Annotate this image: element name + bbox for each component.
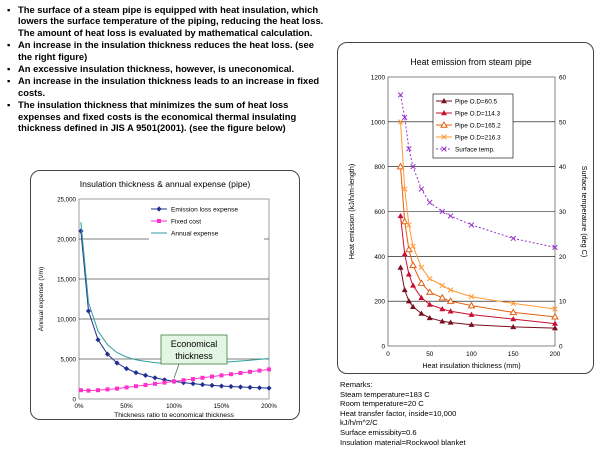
y-axis-label: Annual expense (\/m): [38, 266, 45, 332]
legend-label: Pipe O.D=60.5: [455, 98, 498, 106]
data-point: [106, 387, 110, 391]
y-tick-label: 1200: [370, 74, 385, 82]
data-point: [182, 378, 186, 382]
chart-title: Insulation thickness & annual expense (pipe): [79, 179, 251, 189]
data-point: [153, 382, 157, 386]
y-tick-label: 10,000: [57, 316, 76, 324]
data-point: [229, 372, 233, 376]
annotation-label: Economical: [170, 339, 218, 349]
data-point: [96, 388, 100, 392]
data-point: [79, 388, 83, 392]
data-point: [201, 376, 205, 380]
x-tick-label: 150: [507, 351, 519, 358]
y-tick-label: 0: [381, 343, 385, 351]
x-axis-label: Thickness ratio to economical thickness: [114, 412, 234, 419]
chart-title: Heat emission from steam pipe: [410, 57, 532, 67]
data-point: [191, 377, 195, 381]
data-point: [258, 369, 262, 373]
remarks-line: Heat transfer factor, inside=10,000: [340, 408, 457, 418]
remarks-line: Surface emissibity=0.6: [340, 427, 417, 437]
y2-tick-label: 0: [559, 343, 563, 351]
x-tick-label: 100%: [166, 403, 182, 410]
remarks-line: Steam temperature=183 C: [340, 389, 430, 399]
y-tick-label: 15,000: [57, 276, 76, 284]
heat-emission-chart: [338, 43, 593, 373]
y2-tick-label: 30: [559, 209, 567, 216]
y-tick-label: 800: [374, 164, 385, 172]
data-point: [172, 379, 176, 383]
x-tick-label: 50%: [120, 403, 133, 410]
y-tick-label: 200: [374, 298, 385, 306]
bullet-marker: ▪: [7, 39, 11, 51]
bullet-item: [6, 63, 328, 74]
remarks-block: [340, 380, 466, 447]
data-point: [125, 385, 129, 389]
remarks-line: kJ/h/m^2/C: [340, 418, 378, 428]
y-tick-label: 600: [374, 209, 385, 216]
y2-tick-label: 20: [559, 253, 567, 261]
x-tick-label: 0%: [74, 403, 84, 410]
x-tick-label: 0: [386, 351, 390, 358]
legend-label: Surface temp.: [455, 146, 495, 154]
legend-label: Pipe O.D=114.3: [455, 110, 501, 118]
remarks-line: Insulation material=Rockwool blanket: [340, 437, 466, 447]
x-tick-label: 200: [549, 351, 561, 358]
bullet-item: [6, 4, 328, 38]
bullet-marker: ▪: [7, 4, 11, 15]
remarks-line: Remarks:: [340, 380, 373, 389]
data-point: [115, 387, 119, 391]
legend-label: Pipe O.D=165.2: [455, 122, 501, 130]
x-tick-label: 100: [466, 351, 477, 358]
bullet-marker: ▪: [7, 63, 11, 75]
x-tick-label: 200%: [261, 403, 277, 410]
heat-emission-chart-panel: [337, 42, 594, 374]
data-point: [210, 375, 214, 379]
bullet-list: [6, 4, 328, 134]
annotation-label: thickness: [175, 351, 213, 361]
bullet-marker: ▪: [7, 75, 11, 87]
y-tick-label: 0: [72, 396, 76, 404]
y-tick-label: 20,000: [57, 236, 76, 244]
y-tick-label: 400: [374, 253, 385, 261]
data-point: [248, 370, 252, 374]
data-point: [267, 367, 271, 371]
legend-label: Annual expense: [171, 230, 219, 238]
expense-chart: [31, 171, 299, 419]
y-tick-label: 1000: [370, 119, 385, 127]
bullet-text: An excessive insulation thickness, however, is uneconomical.: [18, 63, 295, 75]
bullet-item: [6, 39, 328, 62]
bullet-marker: ▪: [7, 99, 11, 111]
bullet-item: [6, 99, 328, 133]
bullet-item: [6, 75, 328, 98]
bullet-text: The insulation thickness that minimizes the sum of heat loss expenses and fixed costs is the economical thermal insulating thickness defined in JIS A 9501(2001). (see the figure below): [18, 99, 297, 134]
expense-chart-panel: [30, 170, 300, 420]
legend-marker: [157, 219, 161, 223]
remarks-line: Room temperature=20 C: [340, 399, 424, 409]
data-point: [163, 381, 167, 385]
y2-tick-label: 50: [559, 119, 567, 127]
legend-label: Pipe O.D=216.3: [455, 134, 501, 142]
data-point: [144, 383, 148, 387]
bullet-text: An increase in the insulation thickness leads to an increase in fixed costs.: [18, 75, 320, 98]
y2-axis-label: Surface temperature (deg C): [580, 165, 589, 258]
y-tick-label: 5,000: [60, 356, 76, 364]
x-tick-label: 50: [426, 351, 434, 358]
y2-tick-label: 10: [559, 298, 567, 306]
bullet-text: An increase in the insulation thickness reduces the heat loss. (see the right figure): [18, 39, 314, 62]
data-point: [239, 371, 243, 375]
y2-tick-label: 60: [559, 74, 567, 82]
x-axis-label: Heat insulation thickness (mm): [422, 361, 521, 370]
x-tick-label: 150%: [213, 403, 230, 410]
legend-label: Fixed cost: [171, 218, 202, 226]
data-point: [87, 389, 91, 393]
data-point: [134, 384, 138, 388]
bullet-text: The surface of a steam pipe is equipped with heat insulation, which lowers the surface temperature of the piping, reducing the heat loss. The amount of heat loss is evaluated by mathematical calculation.: [18, 4, 324, 38]
legend-label: Emission loss expense: [171, 206, 239, 214]
y-axis-label: Heat emission (kJ/h/m-length): [347, 163, 356, 260]
y2-tick-label: 40: [559, 164, 567, 172]
y-tick-label: 25,000: [57, 196, 76, 204]
data-point: [220, 373, 224, 377]
